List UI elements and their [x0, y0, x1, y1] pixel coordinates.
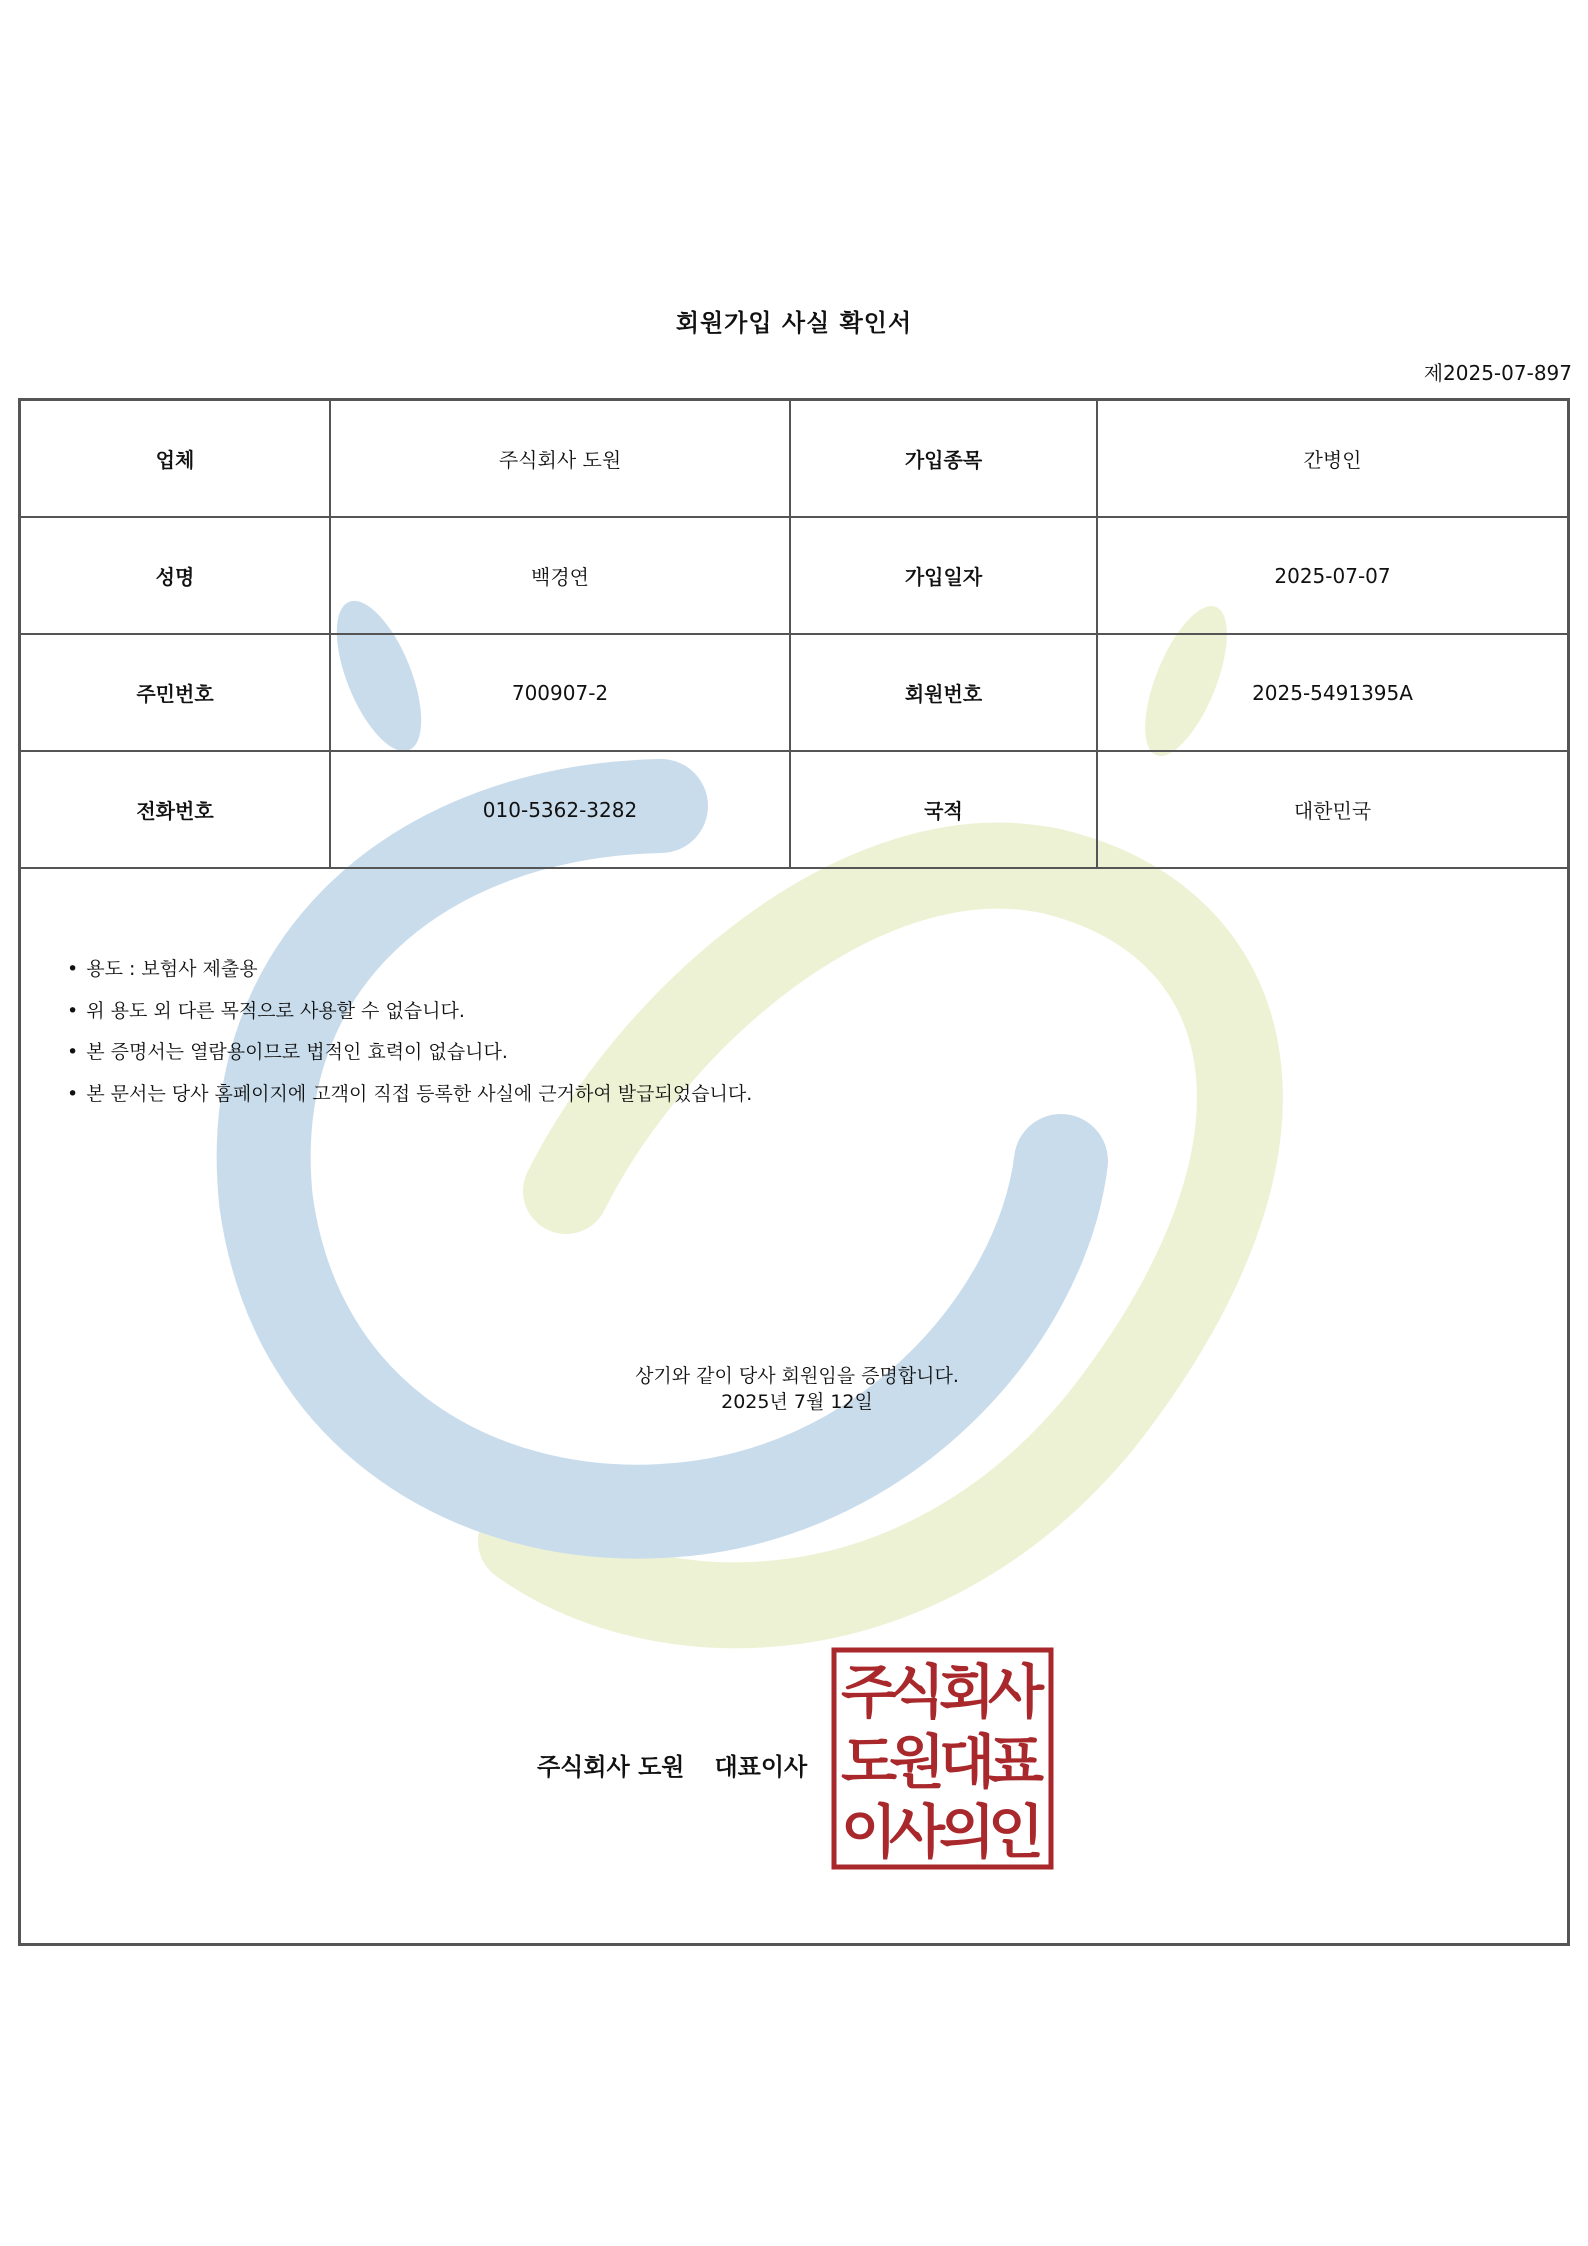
table-row: [21, 751, 1567, 868]
svg-text:의: 의: [938, 1798, 996, 1866]
phone-value: 010-5362-3282: [330, 751, 790, 868]
list-item: • 본 증명서는 열람용이므로 법적인 효력이 없습니다.: [67, 1032, 752, 1074]
svg-text:원: 원: [888, 1728, 946, 1796]
certification-statement: [21, 1363, 1570, 1415]
nationality-value: 대한민국: [1097, 751, 1567, 868]
company-value: 주식회사 도원: [330, 401, 790, 517]
list-item: • 용도 : 보험사 제출용: [67, 949, 752, 991]
svg-text:도: 도: [840, 1728, 898, 1796]
member-number-label: 회원번호: [790, 634, 1097, 751]
svg-text:식: 식: [888, 1658, 946, 1726]
resident-number-value: 700907-2: [330, 634, 790, 751]
signer-block: [537, 1747, 807, 1782]
issue-date: 2025년 7월 12일: [721, 1391, 873, 1413]
notes-list: [67, 949, 752, 1115]
join-date-value: 2025-07-07: [1097, 517, 1567, 634]
nationality-label: 국적: [790, 751, 1097, 868]
list-item: • 본 문서는 당사 홈페이지에 고객이 직접 등록한 사실에 근거하여 발급되었습니다.: [67, 1074, 752, 1116]
svg-text:표: 표: [987, 1728, 1045, 1796]
svg-text:회: 회: [938, 1658, 996, 1726]
svg-text:주: 주: [840, 1658, 898, 1726]
name-label: 성명: [21, 517, 330, 634]
membership-type-value: 간병인: [1097, 401, 1567, 517]
company-seal-stamp: [831, 1647, 1054, 1870]
name-value: 백경연: [330, 517, 790, 634]
svg-text:인: 인: [987, 1798, 1045, 1866]
certificate-frame: [18, 398, 1570, 1946]
join-date-label: 가입일자: [790, 517, 1097, 634]
statement-text: 상기와 같이 당사 회원임을 증명합니다.: [635, 1365, 959, 1387]
signer-company: 주식회사 도원: [537, 1753, 685, 1781]
svg-text:사: 사: [888, 1798, 946, 1866]
member-number-value: 2025-5491395A: [1097, 634, 1567, 751]
membership-type-label: 가입종목: [790, 401, 1097, 517]
svg-text:대: 대: [938, 1728, 996, 1796]
table-row: [21, 401, 1567, 517]
company-label: 업체: [21, 401, 330, 517]
table-row: [21, 517, 1567, 634]
document-title: 회원가입 사실 확인서: [675, 309, 913, 337]
resident-number-label: 주민번호: [21, 634, 330, 751]
phone-label: 전화번호: [21, 751, 330, 868]
signer-role: 대표이사: [714, 1753, 808, 1781]
list-item: • 위 용도 외 다른 목적으로 사용할 수 없습니다.: [67, 991, 752, 1033]
svg-text:이: 이: [840, 1798, 898, 1866]
table-row: [21, 634, 1567, 751]
document-number: 제2025-07-897: [1423, 361, 1572, 385]
member-info-table: [21, 401, 1567, 869]
svg-text:사: 사: [987, 1658, 1045, 1726]
